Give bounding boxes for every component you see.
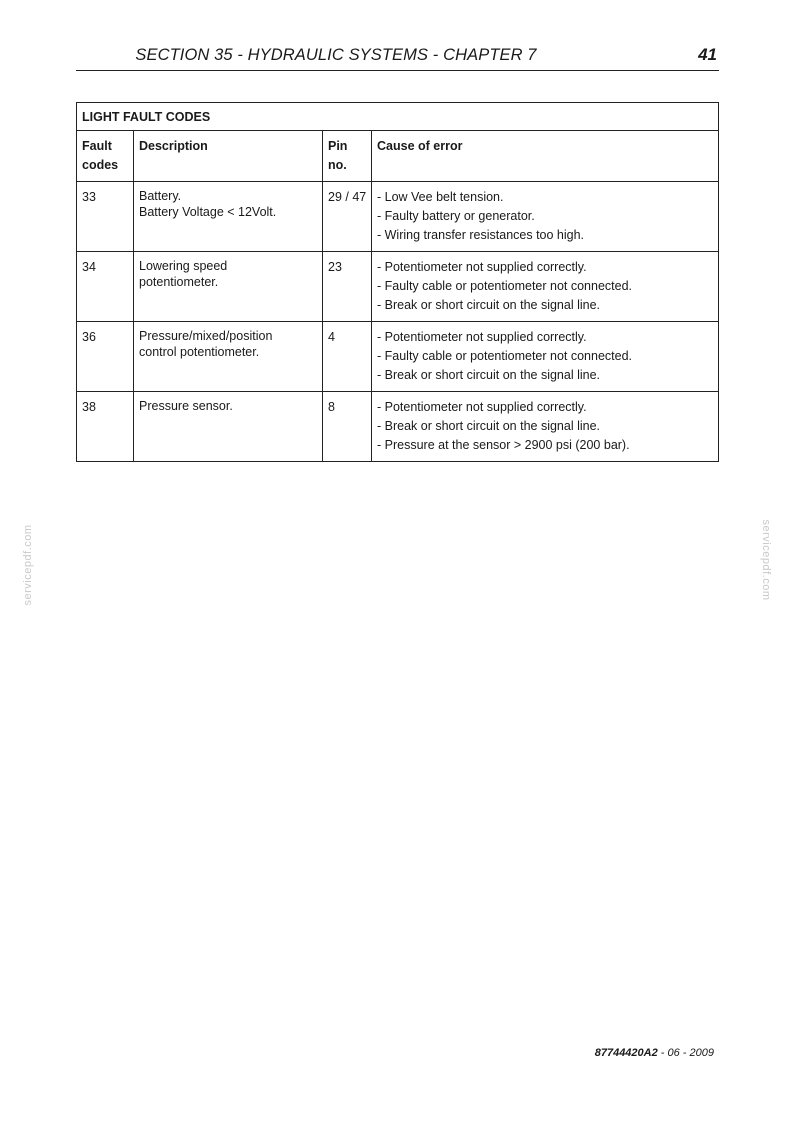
cause-item: - Faulty battery or generator. xyxy=(377,209,535,223)
table-row xyxy=(77,182,719,252)
description-line: Pressure/mixed/position xyxy=(139,329,273,343)
cause-item: - Low Vee belt tension. xyxy=(377,190,504,204)
cause-list xyxy=(372,182,719,252)
cause-item: - Potentiometer not supplied correctly. xyxy=(377,330,587,344)
description-line: control potentiometer. xyxy=(139,345,260,359)
cause-item: - Break or short circuit on the signal line. xyxy=(377,419,601,433)
fault-description xyxy=(134,182,323,252)
table-row xyxy=(77,392,719,462)
cause-item: - Break or short circuit on the signal line. xyxy=(377,368,601,382)
fault-code: 38 xyxy=(77,392,134,462)
header-fault-codes xyxy=(77,131,134,182)
pin-number: 23 xyxy=(323,252,372,322)
header-pin-no xyxy=(323,131,372,182)
cause-item: - Break or short circuit on the signal line. xyxy=(377,298,601,312)
header-description: Description xyxy=(134,131,323,182)
description-line: potentiometer. xyxy=(139,275,219,289)
fault-description xyxy=(134,392,323,462)
cause-item: - Potentiometer not supplied correctly. xyxy=(377,400,587,414)
watermark-left: servicepdf.com xyxy=(22,524,34,606)
pin-number: 8 xyxy=(323,392,372,462)
description-line: Battery Voltage < 12Volt. xyxy=(139,205,277,219)
description-line: Lowering speed xyxy=(139,259,228,273)
table-header-row xyxy=(77,131,719,182)
cause-list xyxy=(372,322,719,392)
header-pin-line: no. xyxy=(328,158,347,172)
pin-number: 4 xyxy=(323,322,372,392)
description-line: Pressure sensor. xyxy=(139,399,233,413)
table-title-row xyxy=(77,103,719,131)
header-fault-codes-line: Fault xyxy=(82,139,112,153)
section-title: SECTION 35 - HYDRAULIC SYSTEMS - CHAPTER 7 xyxy=(135,46,537,64)
pin-number: 29 / 47 xyxy=(323,182,372,252)
header-pin-line: Pin xyxy=(328,139,348,153)
header-cause-of-error: Cause of error xyxy=(372,131,719,182)
cause-item: - Wiring transfer resistances too high. xyxy=(377,228,585,242)
fault-codes-table xyxy=(76,102,719,462)
cause-list xyxy=(372,392,719,462)
header-fault-codes-line: codes xyxy=(82,158,119,172)
document-number: 87744420A2 xyxy=(594,1047,658,1059)
page-header xyxy=(76,44,719,71)
cause-item: - Faulty cable or potentiometer not connected. xyxy=(377,279,633,293)
cause-list xyxy=(372,252,719,322)
cause-item: - Faulty cable or potentiometer not connected. xyxy=(377,349,633,363)
fault-code: 36 xyxy=(77,322,134,392)
cause-item: - Pressure at the sensor > 2900 psi (200 bar). xyxy=(377,438,630,452)
watermark-right: servicepdf.com xyxy=(760,519,772,601)
fault-code: 33 xyxy=(77,182,134,252)
table-row xyxy=(77,322,719,392)
table-title: LIGHT FAULT CODES xyxy=(77,103,719,131)
footer-separator: - xyxy=(657,1047,668,1059)
page-number: 41 xyxy=(698,45,717,64)
page-footer xyxy=(595,1047,714,1059)
fault-description xyxy=(134,252,323,322)
table-row xyxy=(77,252,719,322)
fault-description xyxy=(134,322,323,392)
cause-item: - Potentiometer not supplied correctly. xyxy=(377,260,587,274)
fault-code: 34 xyxy=(77,252,134,322)
publication-date: 06 - 2009 xyxy=(667,1047,714,1059)
description-line: Battery. xyxy=(139,189,182,203)
